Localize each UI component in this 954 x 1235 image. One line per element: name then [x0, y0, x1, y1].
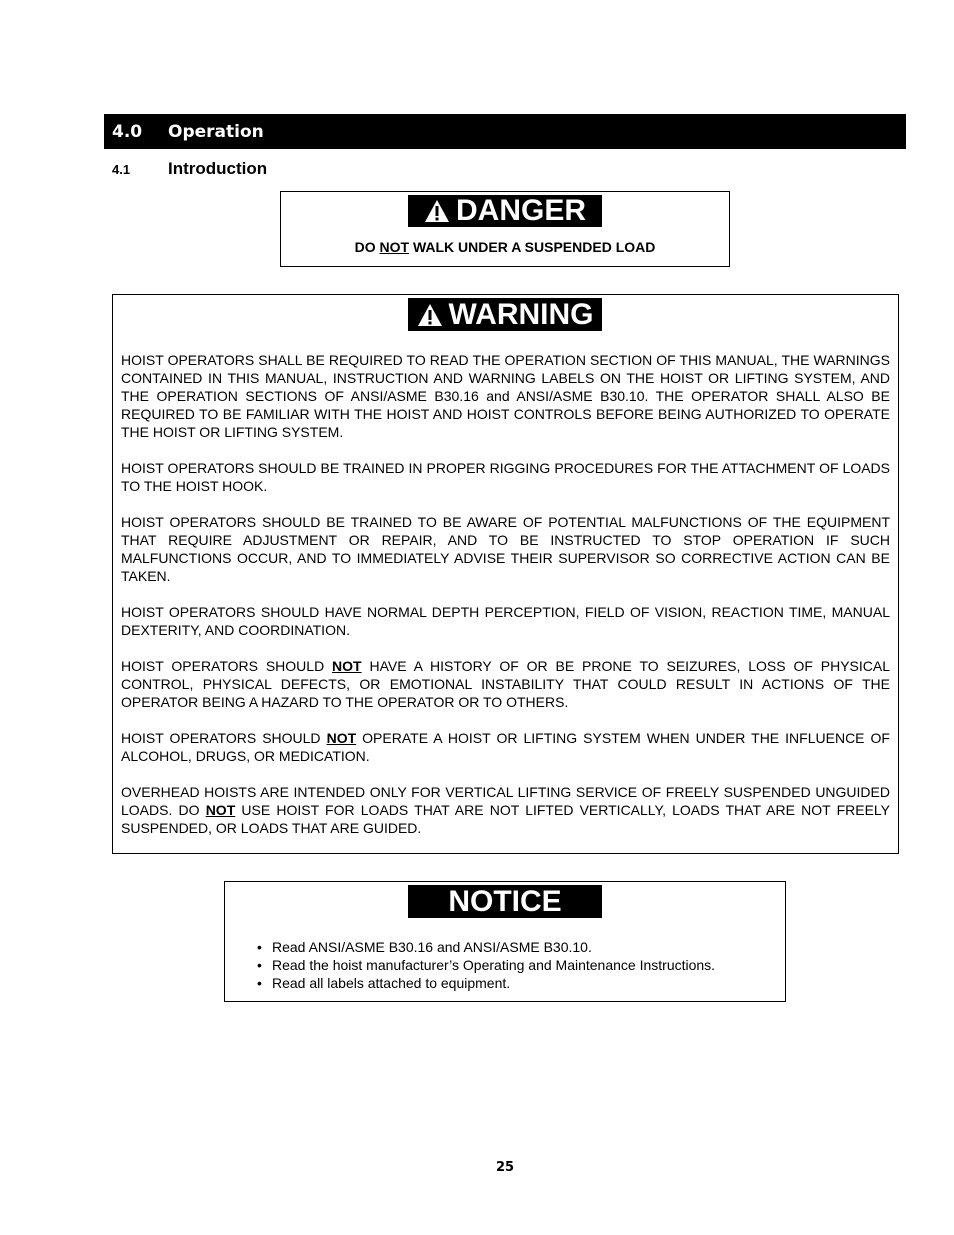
warning-text: HOIST OPERATORS SHALL BE REQUIRED TO READ THE OPERATION SECTION OF THIS MANUAL, THE WARNINGS CONTAINED IN THIS MANUAL, INSTRUCTION AND WARNING LABELS ON THE HOIST OR LIFTING SYSTEM, AND THE OPERATION SECTIONS OF ANSI/ASME B30.16 and ANSI/ASME B30.10. THE OPERATOR SHALL ALSO BE REQUIRED TO BE FAMILIAR WITH THE HOIST AND HOIST CONTROLS BEFORE BEING AUTHORIZED TO OPERATE THE HOIST OR LIFTING SYSTEM. — [121, 352, 890, 440]
danger-label: DANGER — [455, 194, 586, 227]
warning-text: OPERATE A HOIST OR LIFTING SYSTEM WHEN UNDER THE INFLUENCE OF ALCOHOL, DRUGS, OR MEDICATION. — [121, 730, 890, 764]
warning-text: USE HOIST FOR LOADS THAT ARE NOT LIFTED VERTICALLY, LOADS THAT ARE NOT FREELY SUSPENDED, OR LOADS THAT ARE GUIDED. — [121, 802, 890, 836]
notice-list — [257, 938, 715, 992]
warning-paragraph — [121, 729, 890, 765]
notice-signal-word — [408, 885, 602, 918]
warning-text: HOIST OPERATORS SHOULD — [121, 730, 327, 746]
warning-signal-word — [408, 298, 602, 331]
subsection-number: 4.1 — [112, 162, 131, 177]
danger-text-part: WALK UNDER A SUSPENDED LOAD — [409, 239, 656, 255]
warning-paragraph — [121, 351, 890, 441]
subsection-header — [112, 159, 267, 181]
warning-text: HOIST OPERATORS SHOULD — [121, 658, 333, 674]
warning-text: HOIST OPERATORS SHOULD BE TRAINED TO BE AWARE OF POTENTIAL MALFUNCTIONS OF THE EQUIPMENT THAT REQUIRE ADJUSTMENT OR REPAIR, AND TO BE INSTRUCTED TO STOP OPERATION IF SUCH MALFUNCTIONS OCCUR, AND TO IMMEDIATELY ADVISE THEIR SUPERVISOR SO CORRECTIVE ACTION CAN BE TAKEN. — [121, 514, 890, 584]
warning-paragraph — [121, 603, 890, 639]
notice-label: NOTICE — [448, 884, 562, 918]
warning-triangle-icon — [417, 303, 443, 327]
warning-text: HOIST OPERATORS SHOULD HAVE NORMAL DEPTH PERCEPTION, FIELD OF VISION, REACTION TIME, MANUAL DEXTERITY, AND COORDINATION. — [121, 604, 890, 638]
section-number: 4.0 — [112, 121, 143, 142]
warning-text: HAVE A HISTORY OF OR BE PRONE TO SEIZURES, LOSS OF PHYSICAL CONTROL, PHYSICAL DEFECTS, OR EMOTIONAL INSTABILITY THAT COULD RESULT IN ACTIONS OF THE OPERATOR BEING A HAZARD TO THE OPERATOR OR TO OTHERS. — [121, 658, 890, 710]
warning-triangle-icon — [424, 199, 450, 223]
warning-body — [121, 351, 890, 837]
notice-box — [224, 881, 786, 1002]
danger-text-part: DO — [354, 239, 380, 255]
section-header — [104, 114, 906, 149]
warning-text: HOIST OPERATORS SHOULD BE TRAINED IN PROPER RIGGING PROCEDURES FOR THE ATTACHMENT OF LOADS TO THE HOIST HOOK. — [121, 460, 890, 494]
warning-text: OVERHEAD HOISTS ARE INTENDED ONLY FOR VERTICAL LIFTING SERVICE OF FREELY SUSPENDED UNGUIDED LOADS. DO — [121, 784, 890, 818]
section-title: Operation — [168, 121, 264, 142]
warning-emphasis: NOT — [205, 802, 236, 818]
danger-signal-word — [408, 195, 602, 227]
page-number: 25 — [495, 1160, 515, 1175]
danger-message — [281, 239, 729, 255]
notice-item: • Read all labels attached to equipment. — [257, 974, 715, 992]
notice-item: • Read ANSI/ASME B30.16 and ANSI/ASME B30.10. — [257, 938, 715, 956]
danger-box — [280, 191, 730, 267]
warning-box — [112, 294, 899, 854]
notice-item: • Read the hoist manufacturer’s Operating and Maintenance Instructions. — [257, 956, 715, 974]
warning-label: WARNING — [448, 297, 594, 331]
warning-paragraph — [121, 657, 890, 711]
warning-paragraph — [121, 459, 890, 495]
danger-text-emphasis: NOT — [379, 239, 410, 255]
warning-emphasis: NOT — [326, 730, 357, 746]
subsection-title: Introduction — [168, 159, 268, 178]
warning-paragraph — [121, 513, 890, 585]
warning-emphasis: NOT — [332, 658, 362, 674]
warning-paragraph — [121, 783, 890, 837]
